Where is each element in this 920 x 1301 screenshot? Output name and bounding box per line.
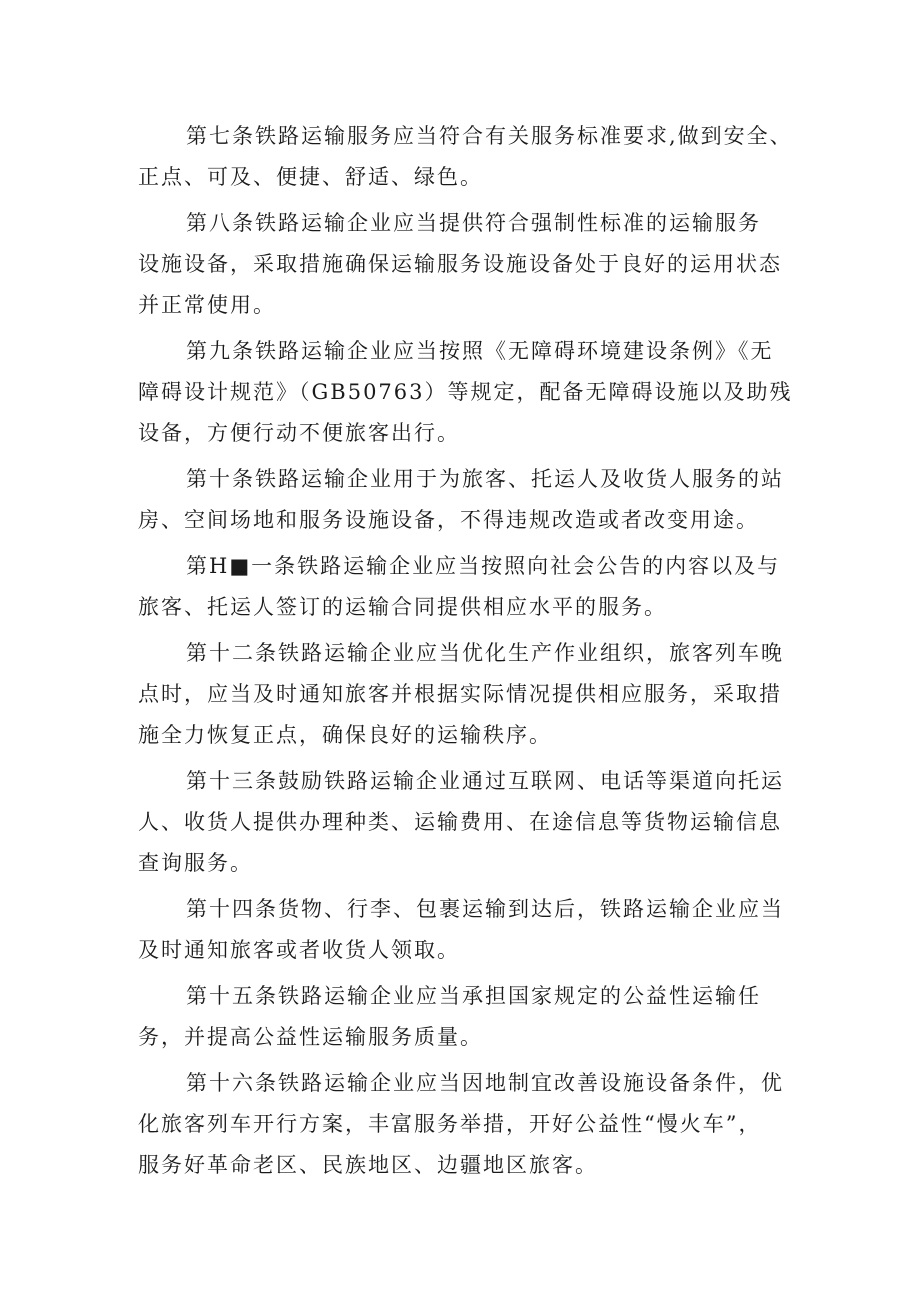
paragraph-line: 化旅客列车开行方案，丰富服务举措，开好公益性“慢火车”， [138,1112,762,1136]
article-14 [138,889,798,971]
paragraph-line: 点时，应当及时通知旅客并根据实际情况提供相应服务，采取措 [138,682,782,706]
paragraph-line: 人、收货人提供办理种类、运输费用、在途信息等货物运输信息 [138,810,782,834]
article-9 [138,331,798,454]
paragraph-line: 服务好革命老区、民族地区、边疆地区旅客。 [138,1153,598,1177]
paragraph-line: 并正常使用。 [138,293,276,317]
paragraph-line: 第十二条铁路运输企业应当优化生产作业组织，旅客列车晚 [186,641,784,665]
paragraph-line: 第十三条鼓励铁路运输企业通过互联网、电话等渠道向托运 [186,769,784,793]
article-13 [138,761,798,884]
paragraph-line: 设施设备，采取措施确保运输服务设施设备处于良好的运用状态 [138,252,782,276]
article-12 [138,633,798,756]
paragraph-line: 第十四条货物、行李、包裹运输到达后，铁路运输企业应当 [186,897,784,921]
paragraph-line: 第九条铁路运输企业应当按照《无障碍环境建设条例》《无 [186,339,774,363]
paragraph-line: 第十六条铁路运输企业应当因地制宜改善设施设备条件，优 [186,1071,784,1095]
article-8 [138,203,798,326]
paragraph-line: 设备，方便行动不便旅客出行。 [138,421,460,445]
article-16 [138,1063,798,1186]
paragraph-line: 施全力恢复正点，确保良好的运输秩序。 [138,723,552,747]
paragraph-line: 及时通知旅客或者收货人领取。 [138,938,460,962]
paragraph-line: 第七条铁路运输服务应当符合有关服务标准要求,做到安全、 [186,124,793,148]
article-15 [138,976,798,1058]
paragraph-line: 障碍设计规范》（GB50763）等规定，配备无障碍设施以及助残 [138,380,793,404]
paragraph-line: 房、空间场地和服务设施设备，不得违规改造或者改变用途。 [138,508,759,532]
article-10 [138,459,798,541]
paragraph-line: 旅客、托运人签订的运输合同提供相应水平的服务。 [138,595,667,619]
paragraph-line: 查询服务。 [138,851,253,875]
article-7 [138,116,798,198]
paragraph-line: 第八条铁路运输企业应当提供符合强制性标准的运输服务 [186,211,761,235]
paragraph-line: 正点、可及、便捷、舒适、绿色。 [138,165,483,189]
paragraph-line: 务，并提高公益性运输服务质量。 [138,1025,483,1049]
document-body [138,116,798,1186]
paragraph-line: 第十五条铁路运输企业应当承担国家规定的公益性运输任 [186,984,761,1008]
paragraph-line: 第十条铁路运输企业用于为旅客、托运人及收货人服务的站 [186,467,784,491]
paragraph-line: 第H■一条铁路运输企业应当按照向社会公告的内容以及与 [186,554,781,578]
article-11 [138,546,798,628]
